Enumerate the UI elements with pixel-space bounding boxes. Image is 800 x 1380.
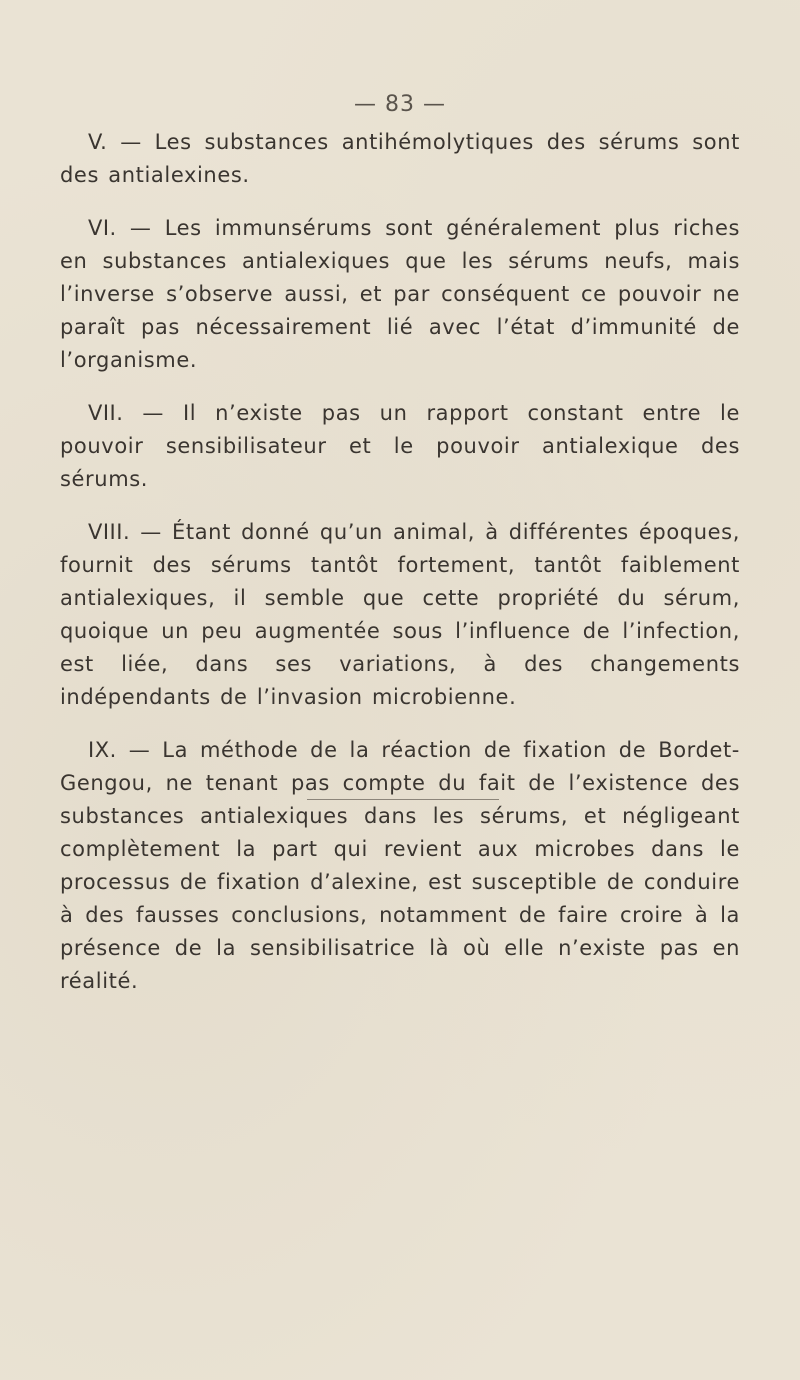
paragraph-numeral: IX. xyxy=(88,738,117,762)
paragraph-numeral: VIII. xyxy=(88,520,131,544)
paragraph-viii xyxy=(60,516,740,714)
paragraph-text: — Les substances antihémolytiques des sérums sont des antialexines. xyxy=(60,130,740,187)
paragraph-text: — Il n’existe pas un rapport constant entre le pouvoir sensibilisateur et le pouvoir antialexique des sérums. xyxy=(60,401,740,491)
page-number: — 83 — xyxy=(354,92,446,117)
paragraph-v xyxy=(60,126,740,192)
paragraph-ix xyxy=(60,734,740,998)
paragraph-numeral: VII. xyxy=(88,401,124,425)
paragraph-text: — Les immunsérums sont généralement plus riches en substances antialexiques que les sérums neufs, mais l’inverse s’observe aussi, et par conséquent ce pouvoir ne paraît pas nécessairement lié avec l’état d’immunité de l’organisme. xyxy=(60,216,740,372)
conclusions-text xyxy=(60,126,740,1018)
section-divider xyxy=(307,799,499,800)
paragraph-text: — La méthode de la réaction de fixation de Bordet-Gengou, ne tenant pas compte du fait de l’existence des substances antialexiques dans les sérums, et négligeant complètement la part qui revient aux microbes dans le processus de fixation d’alexine, est susceptible de conduire à des fausses conclusions, notamment de faire croire à la présence de la sensibilisatrice là où elle n’existe pas en réalité. xyxy=(60,738,740,993)
paragraph-vii xyxy=(60,397,740,496)
paragraph-numeral: V. xyxy=(88,130,108,154)
paragraph-text: — Étant donné qu’un animal, à différentes époques, fournit des sérums tantôt fortement, tantôt faiblement antialexiques, il semble que cette propriété du sérum, quoique un peu augmentée sous l’influence de l’infection, est liée, dans ses variations, à des changements indépendants de l’invasion microbienne. xyxy=(60,520,740,709)
paragraph-numeral: VI. xyxy=(88,216,117,240)
paragraph-vi xyxy=(60,212,740,377)
